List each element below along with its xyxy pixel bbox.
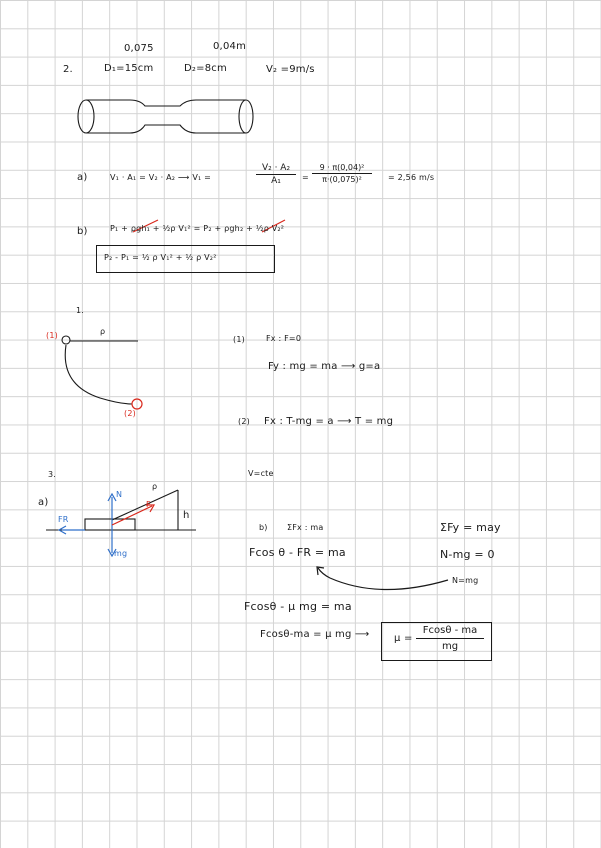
continuity-equation: V₁ · A₁ = V₂ · A₂ ⟶ V₁ = bbox=[110, 173, 212, 182]
part-b-label: b) bbox=[77, 226, 88, 237]
section1-number: 1. bbox=[76, 306, 85, 315]
pressure-result: P₂ - P₁ = ½ ρ V₁² + ½ ρ V₂² bbox=[104, 253, 217, 262]
section3-number: 3. bbox=[48, 470, 57, 479]
fx-state-2: Fx : T-mg = a ⟶ T = mg bbox=[264, 416, 394, 427]
sum-fx: ΣFx : ma bbox=[287, 523, 324, 532]
diameter-2: D₂=8cm bbox=[184, 63, 227, 74]
equation-substituted: Fcosθ - μ mg = ma bbox=[244, 600, 352, 613]
height-label: h bbox=[183, 510, 190, 521]
part-b3-label: b) bbox=[259, 523, 268, 532]
state-2-label: (2) bbox=[238, 417, 250, 426]
fraction-2-denominator: π·(0,075)² bbox=[322, 175, 362, 184]
equation-solve: Fcosθ-ma = μ mg ⟶ bbox=[260, 629, 370, 640]
fraction-1 bbox=[256, 163, 296, 186]
mu-numerator: Fcosθ - ma bbox=[416, 625, 484, 639]
fraction-2-numerator: 9 · π(0,04)² bbox=[312, 163, 372, 174]
fraction-2 bbox=[312, 163, 372, 184]
fx-state-1: Fx : F=0 bbox=[266, 334, 302, 343]
v-const: V=cte bbox=[248, 469, 274, 478]
substitution-arrow bbox=[317, 567, 448, 590]
mu-symbol: μ = bbox=[394, 633, 413, 644]
normal-result: N=mg bbox=[452, 576, 479, 585]
point-1-label: (1) bbox=[46, 331, 58, 340]
pendulum-drawing bbox=[62, 336, 138, 404]
state-1-label: (1) bbox=[233, 335, 245, 344]
rho-label: ρ bbox=[100, 327, 106, 336]
friction-force-label: FR bbox=[58, 515, 69, 524]
bernoulli-equation: P₁ + ρgh₁ + ½ρ V₁² = P₂ + ρgh₂ + ½ρ V₂² bbox=[110, 224, 285, 233]
part-a-label: a) bbox=[77, 172, 88, 183]
point-2-label: (2) bbox=[124, 409, 136, 418]
applied-force-label: F bbox=[146, 500, 151, 509]
mu-fraction bbox=[416, 625, 484, 652]
rho-label-3: ρ bbox=[152, 482, 158, 491]
fraction-1-denominator: A₁ bbox=[271, 176, 281, 186]
mu-denominator: mg bbox=[441, 641, 459, 652]
fraction-1-numerator: V₂ · A₂ bbox=[256, 163, 296, 175]
equation-y: N-mg = 0 bbox=[440, 548, 495, 561]
weight-label: mg bbox=[114, 549, 128, 558]
equals-sign: = bbox=[302, 173, 309, 182]
sum-fy: ΣFy = may bbox=[440, 521, 501, 534]
part-a3-label: a) bbox=[38, 497, 49, 508]
force-arrows bbox=[59, 494, 154, 556]
normal-force-label: N bbox=[116, 490, 123, 499]
section2-number: 2. bbox=[63, 64, 73, 75]
top-value-a: 0,075 bbox=[124, 43, 154, 54]
velocity-2: V₂ =9m/s bbox=[266, 64, 315, 75]
velocity-result: = 2,56 m/s bbox=[388, 173, 435, 182]
top-value-b: 0,04m bbox=[213, 41, 247, 52]
point2-marker bbox=[132, 399, 142, 409]
fy-state-1: Fy : mg = ma ⟶ g=a bbox=[268, 361, 381, 372]
equation-x: Fcos θ - FR = ma bbox=[249, 546, 346, 559]
venturi-pipe-drawing bbox=[78, 100, 253, 133]
diameter-1: D₁=15cm bbox=[104, 63, 154, 74]
